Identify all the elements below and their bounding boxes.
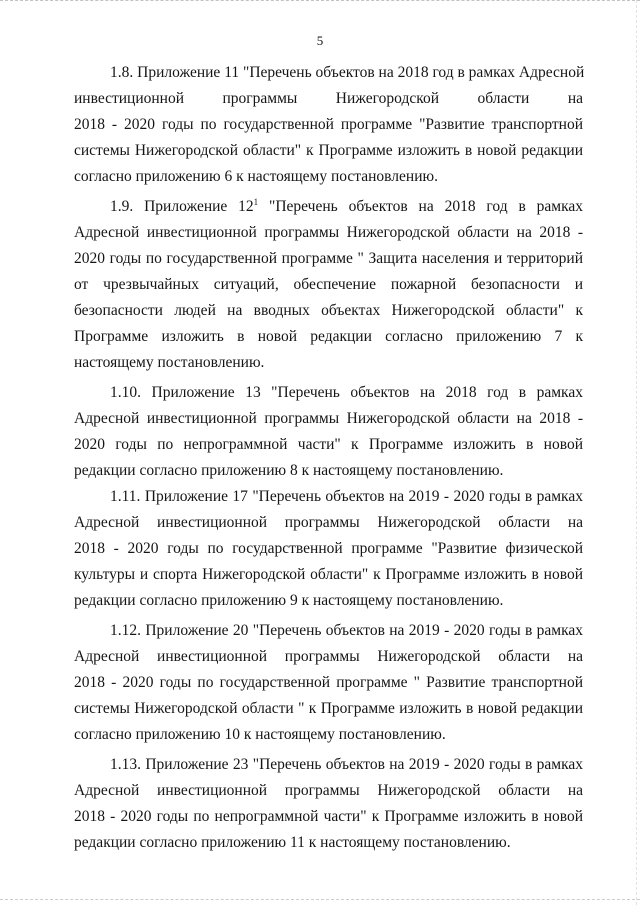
paragraph-line: редакции согласно приложению 11 к настоящему постановлению. (74, 834, 511, 851)
paragraph-line: 1.11. Приложение 17 "Перечень объектов на 2019 - 2020 годы в рамках (110, 488, 583, 505)
paragraph-line: Адресной инвестиционной программы Нижегородской области на (74, 782, 583, 799)
paragraph-line-rest: "Перечень объектов на 2018 год в рамках (269, 198, 583, 215)
scan-edge-top (0, 0, 640, 4)
paragraph-1-13 (74, 752, 583, 856)
paragraph-line: 1.13. Приложение 23 "Перечень объектов на 2019 - 2020 годы в рамках (110, 756, 583, 773)
paragraph-line: редакции согласно приложению 9 к настоящему постановлению. (74, 592, 504, 609)
paragraph-line (74, 194, 583, 220)
paragraph-line: настоящему постановлению. (74, 354, 265, 371)
paragraph-line: согласно приложению 6 к настоящему постановлению. (74, 168, 438, 185)
paragraph-line: редакции согласно приложению 8 к настоящему постановлению. (74, 462, 504, 479)
paragraph-1-11 (74, 484, 583, 614)
paragraph-line: инвестиционной программы Нижегородской области на (74, 90, 583, 107)
paragraph-line: Адресной инвестиционной программы Нижегородской области на (74, 648, 583, 665)
paragraph-1-10 (74, 380, 583, 484)
document-body (74, 60, 583, 856)
paragraph-line: Адресной инвестиционной программы Нижегородской области на 2018 - (74, 224, 583, 241)
paragraph-line: Адресной инвестиционной программы Нижегородской области на 2018 - (74, 410, 583, 427)
paragraph-line: 2020 годы по непрограммной части" к Программе изложить в новой (74, 436, 583, 453)
paragraph-line: 2018 - 2020 годы по государственной программе "Развитие транспортной (74, 116, 583, 133)
paragraph-line: 1.10. Приложение 13 "Перечень объектов на 2018 год в рамках (110, 384, 583, 401)
paragraph-line-start: 1.9. Приложение 12 (110, 198, 254, 215)
paragraph-line: согласно приложению 10 к настоящему постановлению. (74, 726, 446, 743)
paragraph-line: Программе изложить в новой редакции согласно приложению 7 к (74, 328, 583, 345)
paragraph-1-8 (74, 60, 583, 190)
paragraph-line: системы Нижегородской области" к Программе изложить в новой редакции (74, 142, 583, 159)
paragraph-line: системы Нижегородской области " к Программе изложить в новой редакции (74, 700, 583, 717)
paragraph-line: 2020 годы по государственной программе " Защита населения и территорий (74, 250, 583, 267)
paragraph-line: от чрезвычайных ситуаций, обеспечение пожарной безопасности и (74, 276, 583, 293)
paragraph-line: безопасности людей на вводных объектах Нижегородской области" к (74, 302, 583, 319)
page-number: 5 (316, 33, 324, 48)
paragraph-line: 1.8. Приложение 11 "Перечень объектов на 2018 год в рамках Адресной (110, 64, 585, 81)
paragraph-line: Адресной инвестиционной программы Нижегородской области на (74, 514, 583, 531)
paragraph-1-12 (74, 618, 583, 748)
scan-edge-bottom (0, 899, 640, 902)
paragraph-1-9 (74, 194, 583, 376)
paragraph-line: 2018 - 2020 годы по государственной программе "Развитие физической (74, 540, 583, 557)
paragraph-line: 2018 - 2020 годы по непрограммной части" к Программе изложить в новой (74, 808, 583, 825)
paragraph-line: культуры и спорта Нижегородской области" к Программе изложить в новой (74, 566, 583, 583)
paragraph-line: 1.12. Приложение 20 "Перечень объектов на 2019 - 2020 годы в рамках (110, 622, 583, 639)
scan-edge-right (636, 0, 639, 905)
paragraph-line: 2018 - 2020 годы по государственной программе " Развитие транспортной (74, 674, 583, 691)
superscript: 1 (253, 197, 259, 207)
